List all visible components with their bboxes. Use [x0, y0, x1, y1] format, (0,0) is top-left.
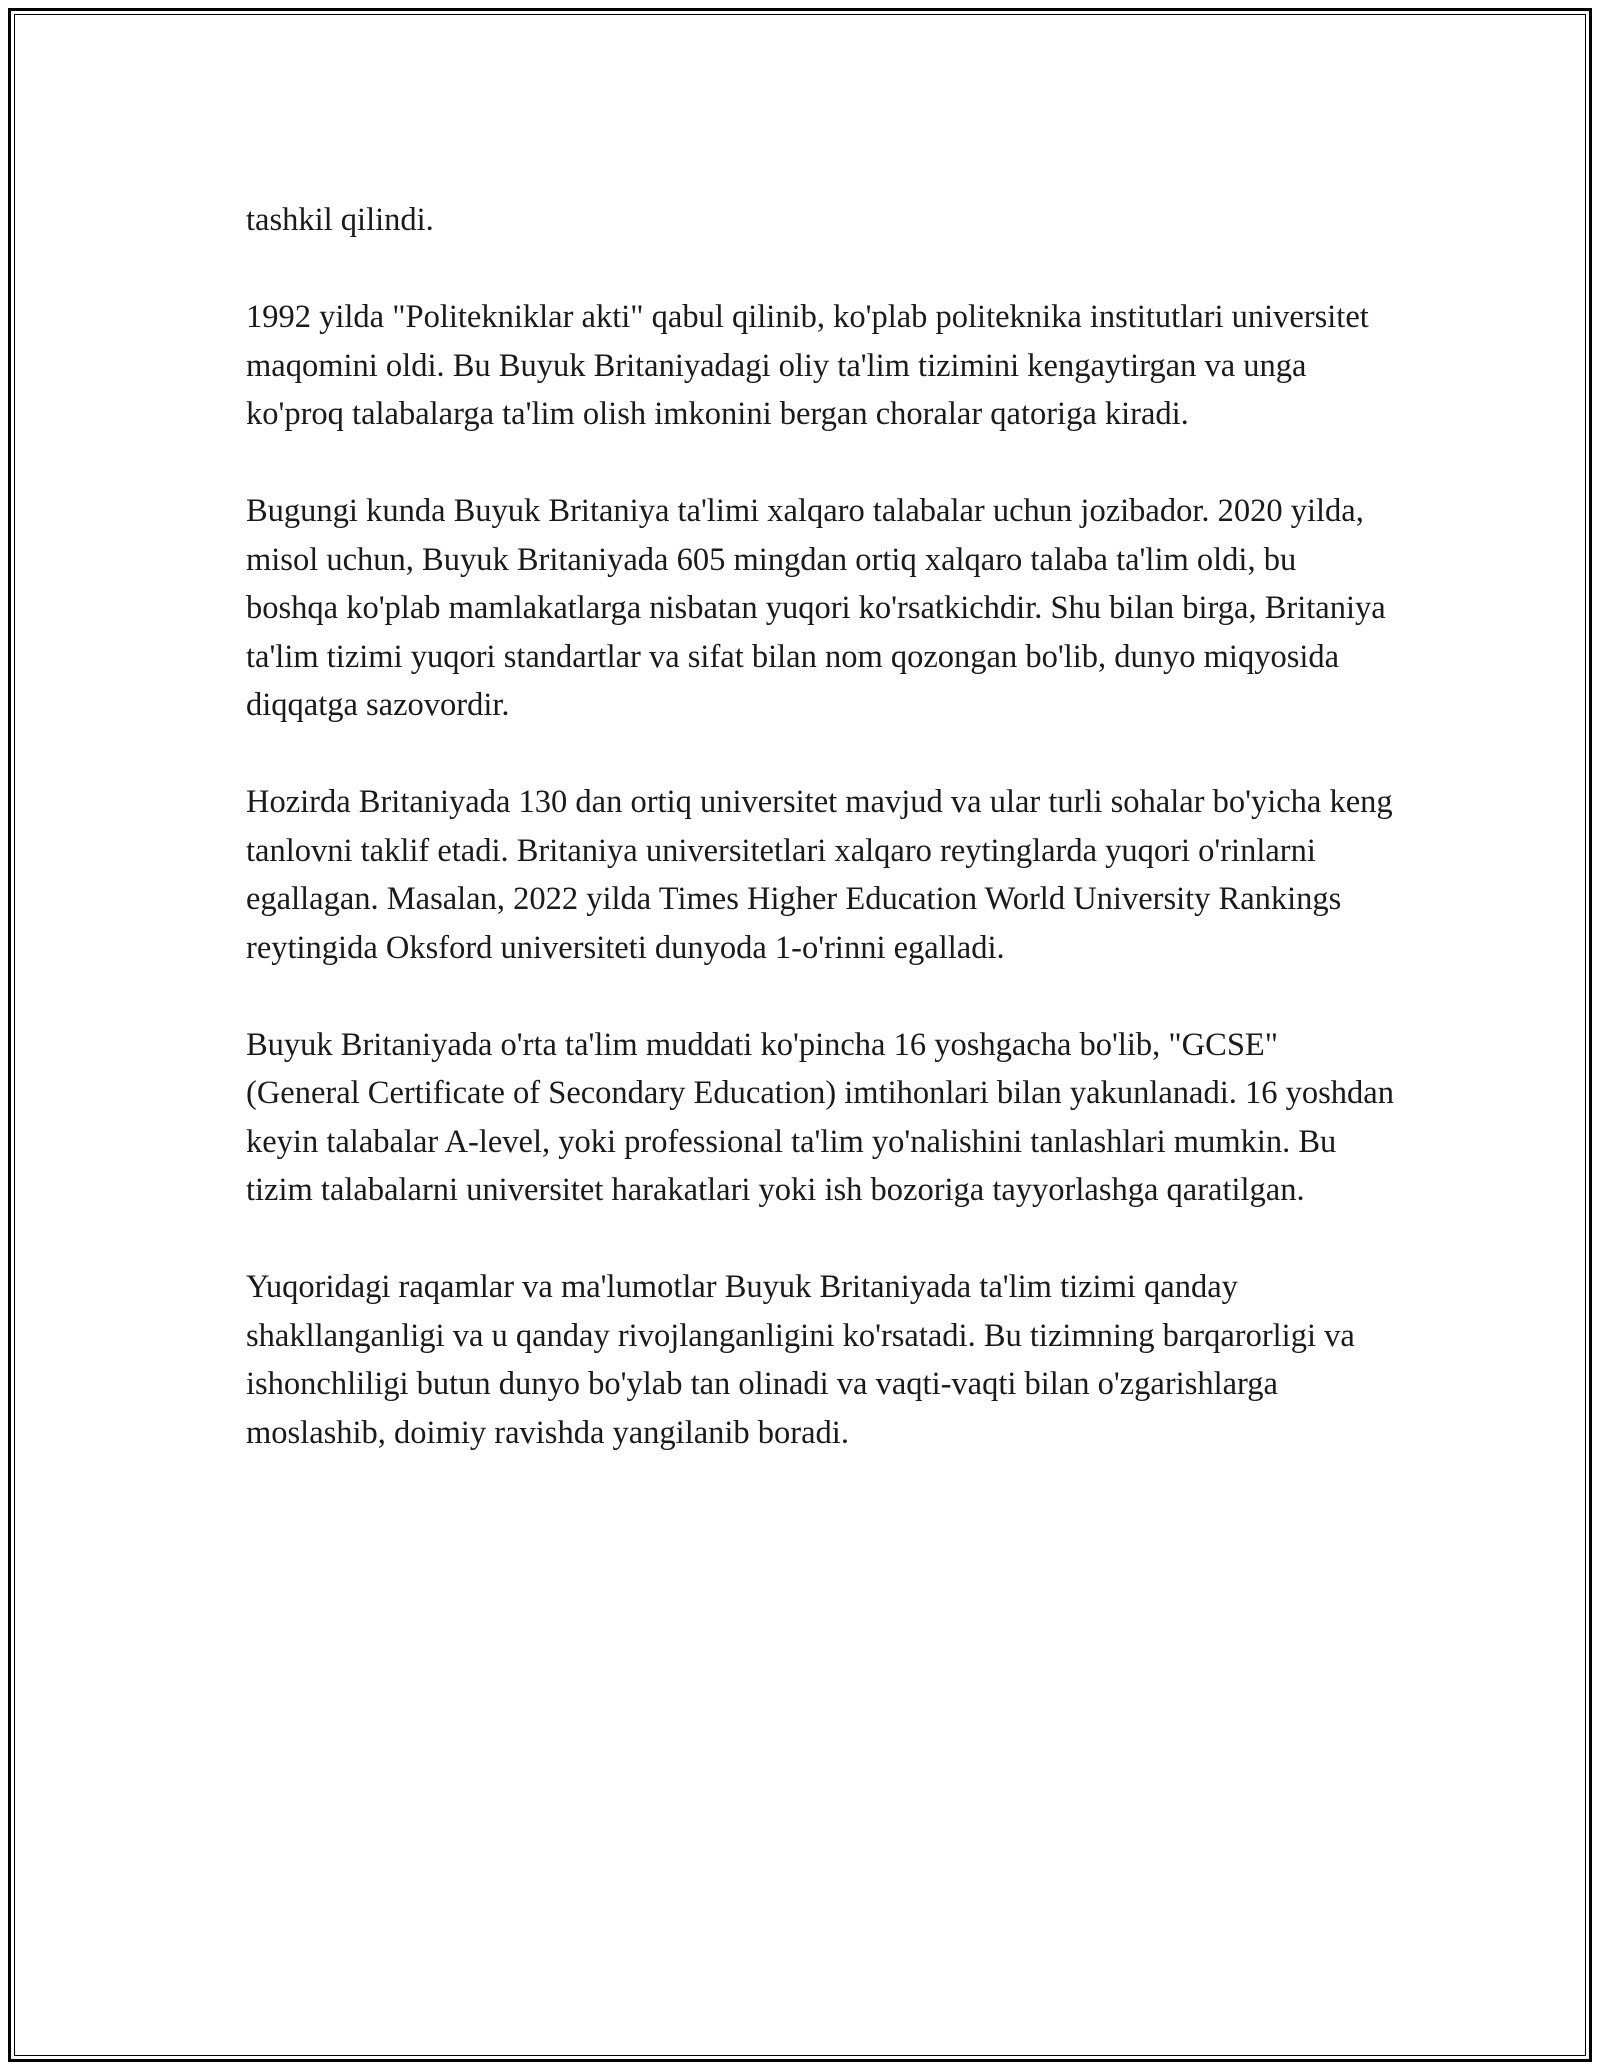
- page-border: [8, 8, 1592, 2062]
- document-body: [246, 196, 1396, 1457]
- paragraph: Yuqoridagi raqamlar va ma'lumotlar Buyuk Britaniyada ta'lim tizimi qanday shakllanganligi va u qanday rivojlanganligini ko'rsatadi. Bu tizimning barqarorligi va ishonchliligi butun dunyo bo'ylab tan olinadi va vaqti-vaqti bilan o'zgarishlarga moslashib, doimiy ravishda yangilanib boradi.: [246, 1269, 1355, 1451]
- paragraph: Buyuk Britaniyada o'rta ta'lim muddati ko'pincha 16 yoshgacha bo'lib, "GCSE" (General Certificate of Secondary Education) imtihonlari bilan yakunlanadi. 16 yoshdan keyin talabalar A-level, yoki professional ta'lim yo'nalishini tanlashlari mumkin. Bu tizim talabalarni universitet harakatlari yoki ish bozoriga tayyorlashga qaratilgan.: [246, 1026, 1394, 1208]
- paragraph: Bugungi kunda Buyuk Britaniya ta'limi xalqaro talabalar uchun jozibador. 2020 yilda, misol uchun, Buyuk Britaniyada 605 mingdan ortiq xalqaro talaba ta'lim oldi, bu boshqa ko'plab mamlakatlarga nisbatan yuqori ko'rsatkichdir. Shu bilan birga, Britaniya ta'lim tizimi yuqori standartlar va sifat bilan nom qozongan bo'lib, dunyo miqyosida diqqatga sazovordir.: [246, 493, 1386, 723]
- paragraph: 1992 yilda "Politekniklar akti" qabul qilinib, ko'plab politeknika institutlari universitet maqomini oldi. Bu Buyuk Britaniyadagi oliy ta'lim tizimini kengaytirgan va unga ko'proq talabalarga ta'lim olish imkonini bergan choralar qatoriga kiradi.: [246, 299, 1369, 432]
- paragraph: Hozirda Britaniyada 130 dan ortiq universitet mavjud va ular turli sohalar bo'yicha keng tanlovni taklif etadi. Britaniya universitetlari xalqaro reytinglarda yuqori o'rinlarni egallagan. Masalan, 2022 yilda Times Higher Education World University Rankings reytingida Oksford universiteti dunyoda 1-o'rinni egalladi.: [246, 784, 1393, 966]
- paragraph: tashkil qilindi.: [246, 202, 434, 238]
